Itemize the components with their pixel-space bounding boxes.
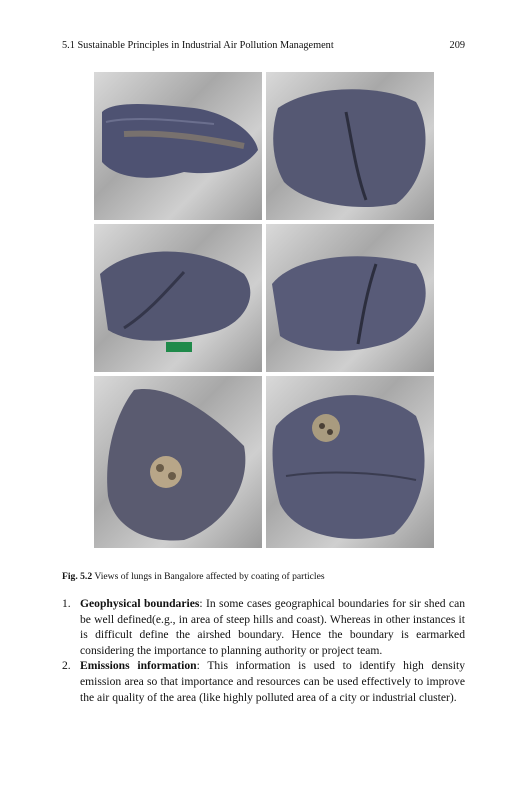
- list-term: Emissions information: [80, 659, 197, 673]
- list-body: [80, 658, 465, 705]
- list-text: : In some cases geographical boundaries for sir shed can be well defined(e.g., in area of steep hills and coast). Whereas in other instances it is difficult define the airshed boundary. Hence the boundary is earmarked considering the importance to planning authority or project team.: [80, 597, 466, 657]
- numbered-list: [62, 596, 465, 705]
- lung-photo-2: [266, 72, 434, 220]
- list-text: : This information is used to identify high density emission area so that importance and resources can be used effectively to improve the air quality of the area (like highly polluted area of a city or industrial cluster).: [80, 659, 466, 704]
- list-item: [62, 596, 465, 658]
- lung-photo-1: [94, 72, 262, 220]
- figure-label: Fig. 5.2: [62, 571, 93, 582]
- figure-caption: [62, 571, 465, 582]
- list-term: Geophysical boundaries: [80, 597, 200, 610]
- lung-photo-6: [266, 376, 434, 548]
- figure-caption-text: Views of lungs in Bangalore affected by coating of particles: [94, 571, 325, 582]
- lung-photo-4: [266, 224, 434, 372]
- list-number: 2.: [62, 659, 71, 673]
- list-item: [62, 658, 465, 705]
- section-title: 5.1 Sustainable Principles in Industrial Air Pollution Management: [62, 40, 334, 51]
- list-body: [80, 596, 465, 658]
- running-head: [62, 40, 465, 51]
- page-number: 209: [449, 40, 465, 51]
- lung-photo-3: [94, 224, 262, 372]
- lung-photo-5: [94, 376, 262, 548]
- figure-photo-grid: [94, 72, 434, 548]
- list-number: 1.: [62, 597, 71, 610]
